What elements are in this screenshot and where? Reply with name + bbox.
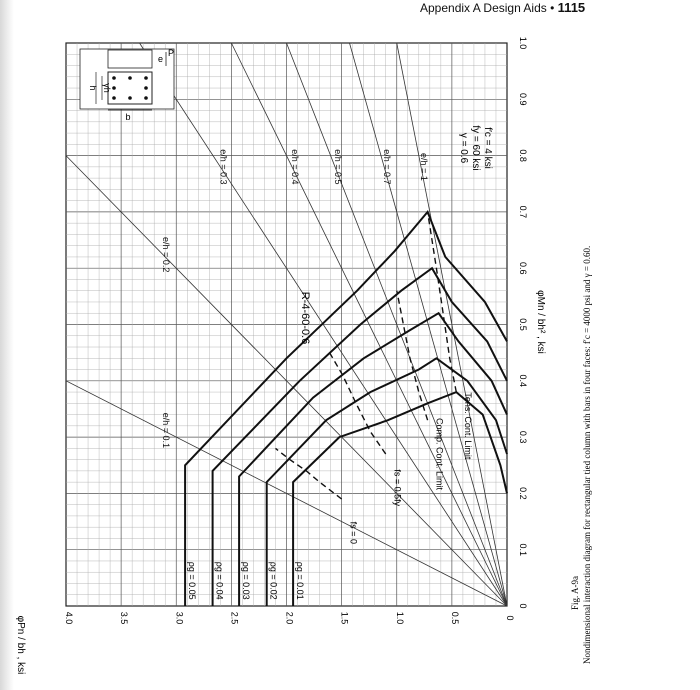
strain-limit-line bbox=[397, 291, 428, 421]
inset-bar bbox=[144, 86, 148, 90]
inset-bar bbox=[144, 76, 148, 80]
inset-bar bbox=[128, 96, 132, 100]
section-inset bbox=[80, 48, 174, 122]
param-fc: f′c = 4 ksi bbox=[482, 127, 493, 169]
rho-label: ρg = 0.04 bbox=[214, 561, 225, 600]
rho-label: ρg = 0.03 bbox=[241, 561, 252, 600]
inset-label-h: h bbox=[88, 85, 98, 91]
eccentricity-label: e/h = 0.7 bbox=[382, 149, 393, 185]
x-tick-label: 0.5 bbox=[518, 318, 528, 331]
y-tick-label: 1.0 bbox=[394, 611, 405, 625]
inset-label-b: b bbox=[125, 112, 131, 122]
strain-limit-label: Comp. Cont. Limit bbox=[434, 417, 445, 491]
x-tick-label: 1.0 bbox=[518, 36, 528, 50]
rho-curve bbox=[185, 212, 507, 606]
x-tick-label: 0.7 bbox=[518, 205, 528, 219]
y-tick-label: 1.5 bbox=[339, 611, 350, 625]
strain-limit-label: fs = 0.5fy bbox=[392, 469, 403, 507]
inset-label-gh: γh bbox=[102, 83, 112, 93]
eccentricity-label: e/h = 0.3 bbox=[218, 149, 229, 185]
rho-label: ρg = 0.05 bbox=[187, 561, 198, 600]
y-tick-label: 2.0 bbox=[284, 611, 295, 625]
eccentricity-label: e/h = 0.1 bbox=[161, 412, 172, 448]
strain-limit-label: fs = 0 bbox=[348, 521, 359, 544]
x-tick-label: 0 bbox=[518, 603, 528, 609]
chart-title: R-4-60-0.6 bbox=[299, 291, 311, 345]
y-tick-label: 0 bbox=[505, 615, 515, 621]
inset-bar bbox=[112, 96, 116, 100]
eccentricity-label: e/h = 0.5 bbox=[333, 149, 344, 185]
rho-label: ρg = 0.01 bbox=[295, 561, 306, 600]
header-section: Appendix A bbox=[420, 1, 481, 15]
parameter-block bbox=[458, 125, 493, 170]
x-tick-label: 0.6 bbox=[518, 261, 528, 275]
caption-text: Nondimensional interaction diagram for rectangular tied column with bars in four faces: f′c = 4000 psi and γ = 0.60. bbox=[582, 245, 592, 664]
x-tick-label: 0.3 bbox=[518, 430, 528, 444]
x-tick-label: 0.8 bbox=[518, 149, 528, 162]
caption-label: Fig. A-9a bbox=[570, 575, 580, 610]
header-book-title: Design Aids bbox=[483, 1, 547, 15]
x-axis-label: φMn / bh² , ksi bbox=[535, 290, 546, 354]
eccentricity-label: e/h = 1 bbox=[419, 152, 430, 181]
grid bbox=[66, 43, 507, 606]
eccentricity-label: e/h = 0.2 bbox=[161, 237, 172, 273]
x-tick-label: 0.1 bbox=[518, 543, 528, 556]
y-tick-label: 3.5 bbox=[119, 611, 130, 625]
eccentricity-label: e/h = 0.4 bbox=[290, 149, 301, 185]
param-fy: fy = 60 ksi bbox=[470, 125, 481, 171]
y-tick-label: 0.5 bbox=[449, 611, 460, 625]
inset-bar bbox=[128, 76, 132, 80]
inset-bar bbox=[112, 76, 116, 80]
y-axis-label: φPn / bh , ksi bbox=[15, 615, 26, 675]
x-tick-label: 0.4 bbox=[518, 374, 528, 388]
header-bullet: • bbox=[550, 1, 555, 15]
rho-label: ρg = 0.02 bbox=[268, 561, 279, 600]
y-tick-label: 3.0 bbox=[174, 611, 185, 625]
x-tick-label: 0.9 bbox=[518, 93, 528, 106]
inset-label-p: P bbox=[168, 48, 175, 58]
x-tick-label: 0.2 bbox=[518, 487, 528, 500]
caption bbox=[570, 246, 592, 664]
header-page-number: 1115 bbox=[557, 0, 586, 15]
y-tick-label: 2.5 bbox=[229, 611, 240, 625]
y-tick-label: 4.0 bbox=[64, 611, 74, 625]
strain-limit-label: Tens. Cont. Limit bbox=[463, 392, 474, 460]
param-gamma: γ = 0.6 bbox=[458, 132, 469, 164]
inset-bar bbox=[144, 96, 148, 100]
inset-label-e: e bbox=[158, 54, 164, 64]
